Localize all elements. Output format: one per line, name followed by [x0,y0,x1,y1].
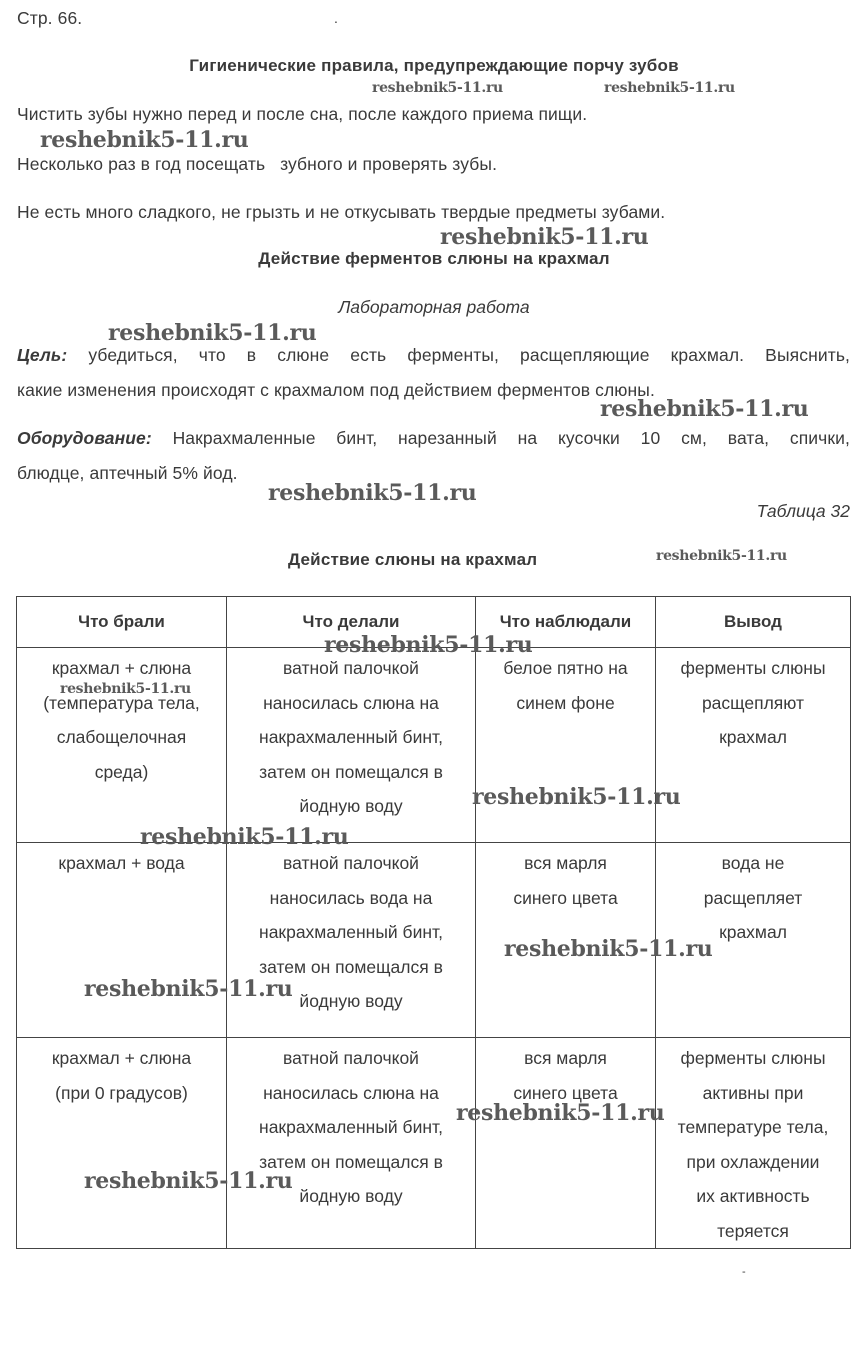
goal-line [17,345,850,366]
watermark: reshebnik5-11.ru [40,127,249,153]
cell-text-line: расщепляет [703,887,803,908]
table-row [17,843,851,1038]
cell-text-line: затем он помещался в [259,1151,443,1172]
watermark: reshebnik5-11.ru [324,632,533,658]
cell-observed [476,1038,656,1249]
hygiene-rule: Чистить зубы нужно перед и после сна, после каждого приема пищи. [17,104,588,124]
cell-text-line: ферменты слюны [680,1048,826,1068]
cell-taken [17,648,227,843]
cell-text-line: расщепляют [701,692,805,713]
cell-text-line: наносилась слюна на [263,1082,439,1103]
watermark: reshebnik5-11.ru [108,320,317,346]
watermark: reshebnik5-11.ru [472,784,681,810]
watermark: reshebnik5-11.ru [604,80,735,96]
cell-text-line: среда) [94,761,149,782]
table-row [17,1038,851,1249]
watermark: reshebnik5-11.ru [456,1100,665,1126]
cell-text-line: (при 0 градусов) [55,1082,188,1103]
cell-text-line: затем он помещался в [259,761,443,782]
cell-text-line: йодную воду [299,991,403,1011]
cell-text-line: слабощелочная [56,727,187,747]
cell-observed [476,648,656,843]
hygiene-rule: Не есть много сладкого, не грызть и не откусывать твердые предметы зубами. [17,202,666,222]
watermark: reshebnik5-11.ru [656,548,787,564]
equipment-text: Накрахмаленные бинт, нарезанный на кусочки 10 см, вата, спички, [172,428,850,448]
watermark: reshebnik5-11.ru [140,824,349,850]
cell-done [227,1038,476,1249]
cell-text-line: крахмал + слюна [51,1048,192,1068]
cell-text-line: наносилась вода на [269,887,433,908]
watermark: reshebnik5-11.ru [600,396,809,422]
cell-text-line: затем он помещался в [259,956,443,977]
watermark: reshebnik5-11.ru [84,1168,293,1194]
cell-text-line: крахмал + слюна [51,658,192,678]
cell-text-line: синего цвета [513,887,618,908]
cell-text-line: белое пятно на [503,658,628,678]
header-conclusion: Вывод [656,597,851,648]
header-observed: Что наблюдали [476,597,656,648]
hygiene-title: Гигиенические правила, предупреждающие порчу зубов [189,56,679,75]
header-taken: Что брали [17,597,227,648]
footer-mark: - [742,1266,746,1278]
table-row [17,648,851,843]
hygiene-rule: Несколько раз в год посещать зубного и проверять зубы. [17,154,498,174]
cell-conclusion [656,648,851,843]
watermark: reshebnik5-11.ru [440,224,649,250]
cell-done [227,648,476,843]
cell-text-line: крахмал [719,727,787,747]
lab-title: Действие ферментов слюны на крахмал [258,249,610,268]
cell-text-line: крахмал [719,922,787,942]
stray-dot: . [334,10,338,26]
equipment-line-2: блюдце, аптечный 5% йод. [17,463,238,483]
cell-text-line: ватной палочкой [283,1048,419,1068]
cell-text-line: накрахмаленный бинт, [259,727,443,747]
table-number: Таблица 32 [756,501,850,521]
watermark: reshebnik5-11.ru [268,480,477,506]
cell-text-line: температуре тела, [677,1117,829,1137]
lab-subtitle: Лабораторная работа [338,297,530,317]
header-done: Что делали [227,597,476,648]
cell-text-line: йодную воду [299,796,403,816]
cell-text-line: теряется [717,1220,789,1241]
goal-text: убедиться, что в слюне есть ферменты, расщепляющие крахмал. Выяснить, [88,345,850,365]
cell-text-line: ватной палочкой [283,658,419,678]
cell-text-line: вся марля [524,853,607,873]
cell-text-line: наносилась слюна на [263,692,439,713]
watermark: reshebnik5-11.ru [84,976,293,1002]
watermark: reshebnik5-11.ru [372,80,503,96]
watermark: reshebnik5-11.ru [60,681,191,697]
cell-text-line: йодную воду [299,1186,403,1206]
page-label: Стр. 66. [17,8,83,28]
cell-text-line: при охлаждении [686,1151,820,1172]
equipment-line [17,428,850,449]
cell-text-line: синем фоне [516,692,615,713]
cell-conclusion [656,1038,851,1249]
cell-text-line: вода не [721,853,785,873]
equipment-label: Оборудование: [17,428,152,448]
goal-label: Цель: [17,345,68,365]
cell-text-line: крахмал + вода [58,853,185,873]
cell-text-line: активны при [702,1082,804,1103]
cell-text-line: ватной палочкой [283,853,419,873]
cell-text-line: (температура тела, [43,692,200,713]
cell-text-line: их активность [696,1186,810,1206]
watermark: reshebnik5-11.ru [504,936,713,962]
cell-text-line: синего цвета [513,1082,618,1103]
goal-line-2: какие изменения происходят с крахмалом под действием ферментов слюны. [17,380,655,400]
cell-taken [17,843,227,1038]
cell-text-line: накрахмаленный бинт, [259,922,443,942]
cell-taken [17,1038,227,1249]
cell-done [227,843,476,1038]
cell-text-line: ферменты слюны [680,658,826,678]
cell-text-line: вся марля [524,1048,607,1068]
table-title: Действие слюны на крахмал [288,550,538,569]
cell-text-line: накрахмаленный бинт, [259,1117,443,1137]
